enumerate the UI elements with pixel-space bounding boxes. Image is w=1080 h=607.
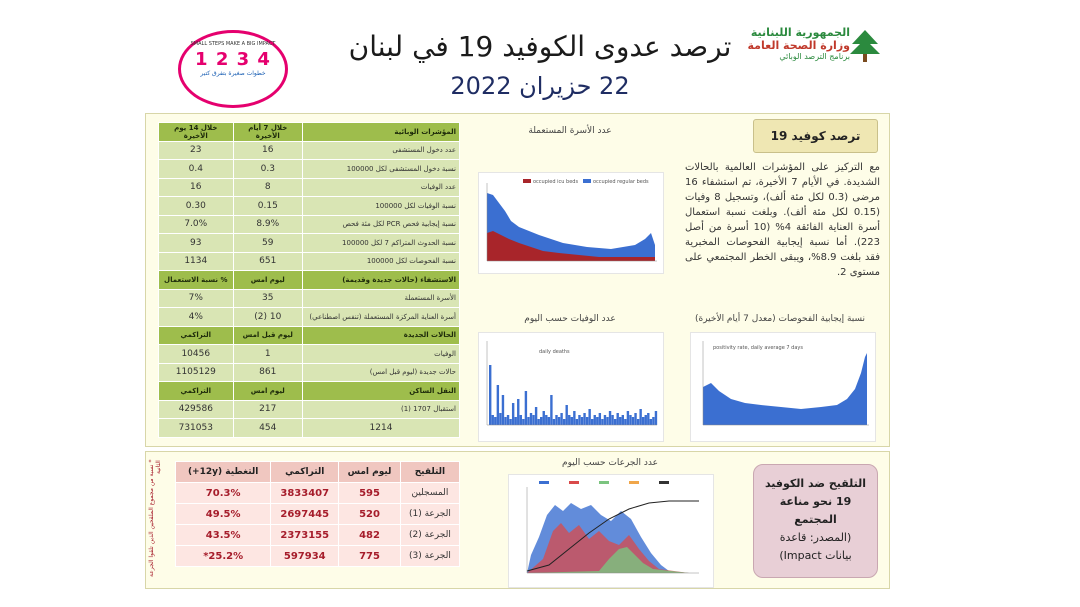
vax-cell: 2373155 [271, 525, 339, 546]
table-cell: نسبة الحدوث المتراكم 7 لكل 100000 [303, 234, 460, 253]
table-cell: 35 [233, 289, 302, 308]
table-cell: 7.0% [159, 215, 234, 234]
table-cell: نسبة الفحوصات لكل 100000 [303, 252, 460, 271]
table-cell: 1105129 [159, 363, 234, 382]
table-cell: 16 [159, 178, 234, 197]
deaths-bar [535, 407, 537, 425]
table-cell: الأسرة المستعملة [303, 289, 460, 308]
table-cell: نسبة دخول المستشفى لكل 100000 [303, 160, 460, 179]
deaths-bar [499, 413, 501, 425]
vax-row [176, 483, 460, 504]
vax-cell: الجرعة (2) [400, 525, 459, 546]
doses-chart [508, 474, 714, 588]
beds-legend-regular: occupied regular beds [593, 179, 649, 185]
deaths-bar [504, 417, 506, 425]
table-cell: عدد الوفيات [303, 178, 460, 197]
table-cell: 1134 [159, 252, 234, 271]
table-row [159, 363, 460, 382]
summary-title-box: ترصد كوفيد 19 [753, 119, 878, 153]
deaths-bar [578, 415, 580, 425]
table-row [159, 400, 460, 419]
table-row [159, 178, 460, 197]
deaths-bar [624, 419, 626, 425]
deaths-bar [545, 415, 547, 425]
deaths-bar [622, 415, 624, 425]
table-cell: نسبة الوفيات لكل 100000 [303, 197, 460, 216]
deaths-bar [512, 403, 514, 425]
table-cell: 59 [233, 234, 302, 253]
vax-cell: 3833407 [271, 483, 339, 504]
deaths-bar [540, 417, 542, 425]
positivity-chart-title: نسبة إيجابية الفحوصات (معدل 7 أيام الأخيرة) [694, 314, 866, 324]
deaths-bar [560, 413, 562, 425]
deaths-bar [492, 415, 494, 425]
deaths-bar [581, 417, 583, 425]
table-cell: التراكمي [159, 326, 234, 345]
deaths-bar [634, 413, 636, 425]
beds-chart-title: عدد الأسرة المستعملة [528, 126, 612, 136]
table-cell: ليوم قبل امس [233, 326, 302, 345]
deaths-bar [599, 413, 601, 425]
deaths-bar [553, 419, 555, 425]
table-cell: 217 [233, 400, 302, 419]
vax-box-line-3: المجتمع [794, 513, 837, 526]
table-row [159, 419, 460, 438]
deaths-bar [537, 419, 539, 425]
vax-cell: 25.2%* [176, 546, 271, 567]
deaths-bar [489, 365, 491, 425]
table-header-row [159, 271, 460, 290]
table-cell: 93 [159, 234, 234, 253]
page-title: ترصد عدوى الكوفيد 19 في لبنان [348, 30, 732, 63]
table-cell: 16 [233, 141, 302, 160]
positivity-chart [690, 332, 876, 442]
vax-cell: ليوم امس [339, 462, 401, 483]
vax-cell: 775 [339, 546, 401, 567]
table-cell: أسرة العناية المركزة المستعملة (تنفس اصطناعي) [303, 308, 460, 327]
table-row [159, 197, 460, 216]
table-cell: الحالات الجديدة [303, 326, 460, 345]
table-cell: ليوم امس [233, 271, 302, 290]
vax-cell: 520 [339, 504, 401, 525]
impact-logo-digits: 1 2 3 4 [195, 49, 271, 70]
vax-row [176, 546, 460, 567]
deaths-bar [494, 417, 496, 425]
deaths-bar [604, 415, 606, 425]
indicators-table [158, 122, 460, 438]
table-cell: % نسبة الاستعمال [159, 271, 234, 290]
beds-legend-icu-swatch [523, 179, 531, 183]
doses-legend [539, 481, 669, 484]
vax-cell: 70.3% [176, 483, 271, 504]
ministry-logo-text [740, 26, 850, 61]
deaths-bar [568, 415, 570, 425]
deaths-bars [489, 365, 657, 425]
beds-legend-regular-swatch [583, 179, 591, 183]
vaccination-table [175, 461, 460, 567]
table-row [159, 160, 460, 179]
deaths-bar [520, 415, 522, 425]
vax-row [176, 504, 460, 525]
table-row [159, 252, 460, 271]
deaths-bar [566, 405, 568, 425]
beds-legend-icu: occupied icu beds [533, 179, 579, 185]
table-cell: استقبال 1707 (1) [303, 400, 460, 419]
table-row [159, 141, 460, 160]
table-cell: النقل الساكن [303, 382, 460, 401]
table-cell: 1 [233, 345, 302, 364]
deaths-bar [517, 399, 519, 425]
deaths-bar [619, 417, 621, 425]
table-row [159, 234, 460, 253]
deaths-bar [515, 417, 517, 425]
table-cell: نسبة إيجابية فحص PCR لكل مئة فحص [303, 215, 460, 234]
deaths-bar [614, 419, 616, 425]
vaccination-note: * نسبة من مجموع الملقحين الذين تلقوا الجرعة الثانية [148, 460, 162, 578]
table-cell: 0.3 [233, 160, 302, 179]
deaths-bar [571, 417, 573, 425]
vaccination-info-box [753, 464, 878, 578]
vax-cell: 482 [339, 525, 401, 546]
deaths-bar [588, 409, 590, 425]
table-cell: 10456 [159, 345, 234, 364]
deaths-bar [532, 415, 534, 425]
table-header-row [159, 326, 460, 345]
deaths-bar [522, 419, 524, 425]
vax-cell: 597934 [271, 546, 339, 567]
deaths-bar [652, 417, 654, 425]
vax-cell: الجرعة (1) [400, 504, 459, 525]
table-header-row [159, 382, 460, 401]
table-cell: 23 [159, 141, 234, 160]
vax-box-line-1: التلقيح ضد الكوفيد [764, 477, 867, 490]
deaths-chart [478, 332, 664, 442]
vax-cell: التغطية (12y+) [176, 462, 271, 483]
vax-cell: التلقيح [400, 462, 459, 483]
deaths-bar [601, 419, 603, 425]
report-date: 22 حزيران 2022 [450, 72, 630, 100]
vax-cell: 595 [339, 483, 401, 504]
vax-row [176, 525, 460, 546]
vax-cell: 2697445 [271, 504, 339, 525]
table-cell: التراكمي [159, 382, 234, 401]
deaths-bar [591, 419, 593, 425]
ministry-line-1: الجمهورية اللبنانية [750, 26, 850, 39]
deaths-bar [627, 411, 629, 425]
table-cell: 454 [233, 419, 302, 438]
deaths-bar [606, 417, 608, 425]
deaths-bar [502, 395, 504, 425]
deaths-legend: daily deaths [539, 349, 570, 355]
deaths-bar [617, 413, 619, 425]
summary-text: مع التركيز على المؤشرات العالمية بالحالات الشديدة. في الأيام 7 الأخيرة، تم استشفاء 16 مرضى (0.3 لكل مئة ألف)، وتسجيل 8 وفيات (0.15 لكل مئة ألف). وبلغت نسبة استعمال أسرة العناية الفائقة 4% (10 أسرة من أصل 223). أما نسبة إيجابية الفحوصات المخبرية فقد بلغت 8.9%، ويبقى الخطر المجتمعي على مستوى 2. [685, 162, 880, 278]
cedar-logo-icon [848, 28, 882, 64]
table-cell: 861 [233, 363, 302, 382]
table-cell: 429586 [159, 400, 234, 419]
deaths-bar [550, 395, 552, 425]
deaths-bar [573, 411, 575, 425]
ministry-line-3: برنامج الترصد الوبائي [779, 52, 850, 61]
table-cell: 4% [159, 308, 234, 327]
impact-campaign-logo [178, 30, 288, 108]
ministry-line-2: وزارة الصحة العامة [747, 39, 850, 52]
deaths-bar [642, 417, 644, 425]
vax-cell: 43.5% [176, 525, 271, 546]
deaths-bar [647, 413, 649, 425]
table-cell: ليوم امس [233, 382, 302, 401]
table-cell: خلال 7 أيام الأخيرة [233, 123, 302, 142]
vax-box-line-5: بيانات Impact) [779, 549, 852, 562]
deaths-bar [507, 415, 509, 425]
vax-box-line-4: (المصدر: قاعدة [779, 531, 852, 544]
deaths-bar [645, 415, 647, 425]
positivity-legend: positivity rate, daily average 7 days [713, 345, 803, 351]
table-cell: 8.9% [233, 215, 302, 234]
deaths-bar [639, 409, 641, 425]
deaths-bar [655, 411, 657, 425]
table-cell: 8 [233, 178, 302, 197]
impact-logo-numbers [181, 49, 285, 70]
deaths-bar [596, 417, 598, 425]
deaths-bar [611, 415, 613, 425]
vax-cell: 49.5% [176, 504, 271, 525]
impact-logo-subtitle: خطوات صغيرة بتفرق كتير [200, 70, 266, 77]
table-cell: خلال 14 يوم الأخيرة [159, 123, 234, 142]
table-cell: 7% [159, 289, 234, 308]
impact-logo-top: SMALL STEPS MAKE A BIG IMPACT [190, 41, 276, 47]
table-cell: 731053 [159, 419, 234, 438]
deaths-bar [497, 385, 499, 425]
vax-cell: الجرعة (3) [400, 546, 459, 567]
deaths-bar [632, 417, 634, 425]
deaths-bar [650, 419, 652, 425]
deaths-bar [637, 419, 639, 425]
deaths-bar [530, 413, 532, 425]
deaths-bar [543, 411, 545, 425]
deaths-bar [609, 411, 611, 425]
vax-cell: المسجلين [400, 483, 459, 504]
deaths-bar [525, 391, 527, 425]
table-cell: الوفيات [303, 345, 460, 364]
table-cell: 1214 [303, 419, 460, 438]
deaths-bar [576, 419, 578, 425]
vax-box-line-2: 19 نحو مناعة [779, 495, 852, 508]
table-cell: 0.15 [233, 197, 302, 216]
deaths-bar [555, 415, 557, 425]
table-row [159, 308, 460, 327]
table-cell: المؤشرات الوبائية [303, 123, 460, 142]
table-cell: عدد دخول المستشفى [303, 141, 460, 160]
doses-chart-title: عدد الجرعات حسب اليوم [562, 458, 658, 468]
table-row [159, 345, 460, 364]
table-cell: حالات جديدة (ليوم قبل امس) [303, 363, 460, 382]
vax-header-row [176, 462, 460, 483]
deaths-bar [558, 417, 560, 425]
deaths-bar [583, 413, 585, 425]
deaths-bar [586, 417, 588, 425]
deaths-bar [594, 415, 596, 425]
table-cell: الاستشفاء (حالات جديدة وقديمة) [303, 271, 460, 290]
beds-chart [478, 172, 664, 274]
table-cell: 10 (2) [233, 308, 302, 327]
deaths-bar [527, 417, 529, 425]
table-row [159, 215, 460, 234]
vax-cell: التراكمي [271, 462, 339, 483]
table-cell: 0.30 [159, 197, 234, 216]
table-cell: 651 [233, 252, 302, 271]
positivity-area [703, 353, 867, 425]
table-row [159, 289, 460, 308]
table-cell: 0.4 [159, 160, 234, 179]
table-header-row [159, 123, 460, 142]
deaths-chart-title: عدد الوفيات حسب اليوم [524, 314, 616, 324]
deaths-bar [629, 415, 631, 425]
deaths-bar [548, 417, 550, 425]
deaths-bar [563, 419, 565, 425]
deaths-bar [509, 419, 511, 425]
